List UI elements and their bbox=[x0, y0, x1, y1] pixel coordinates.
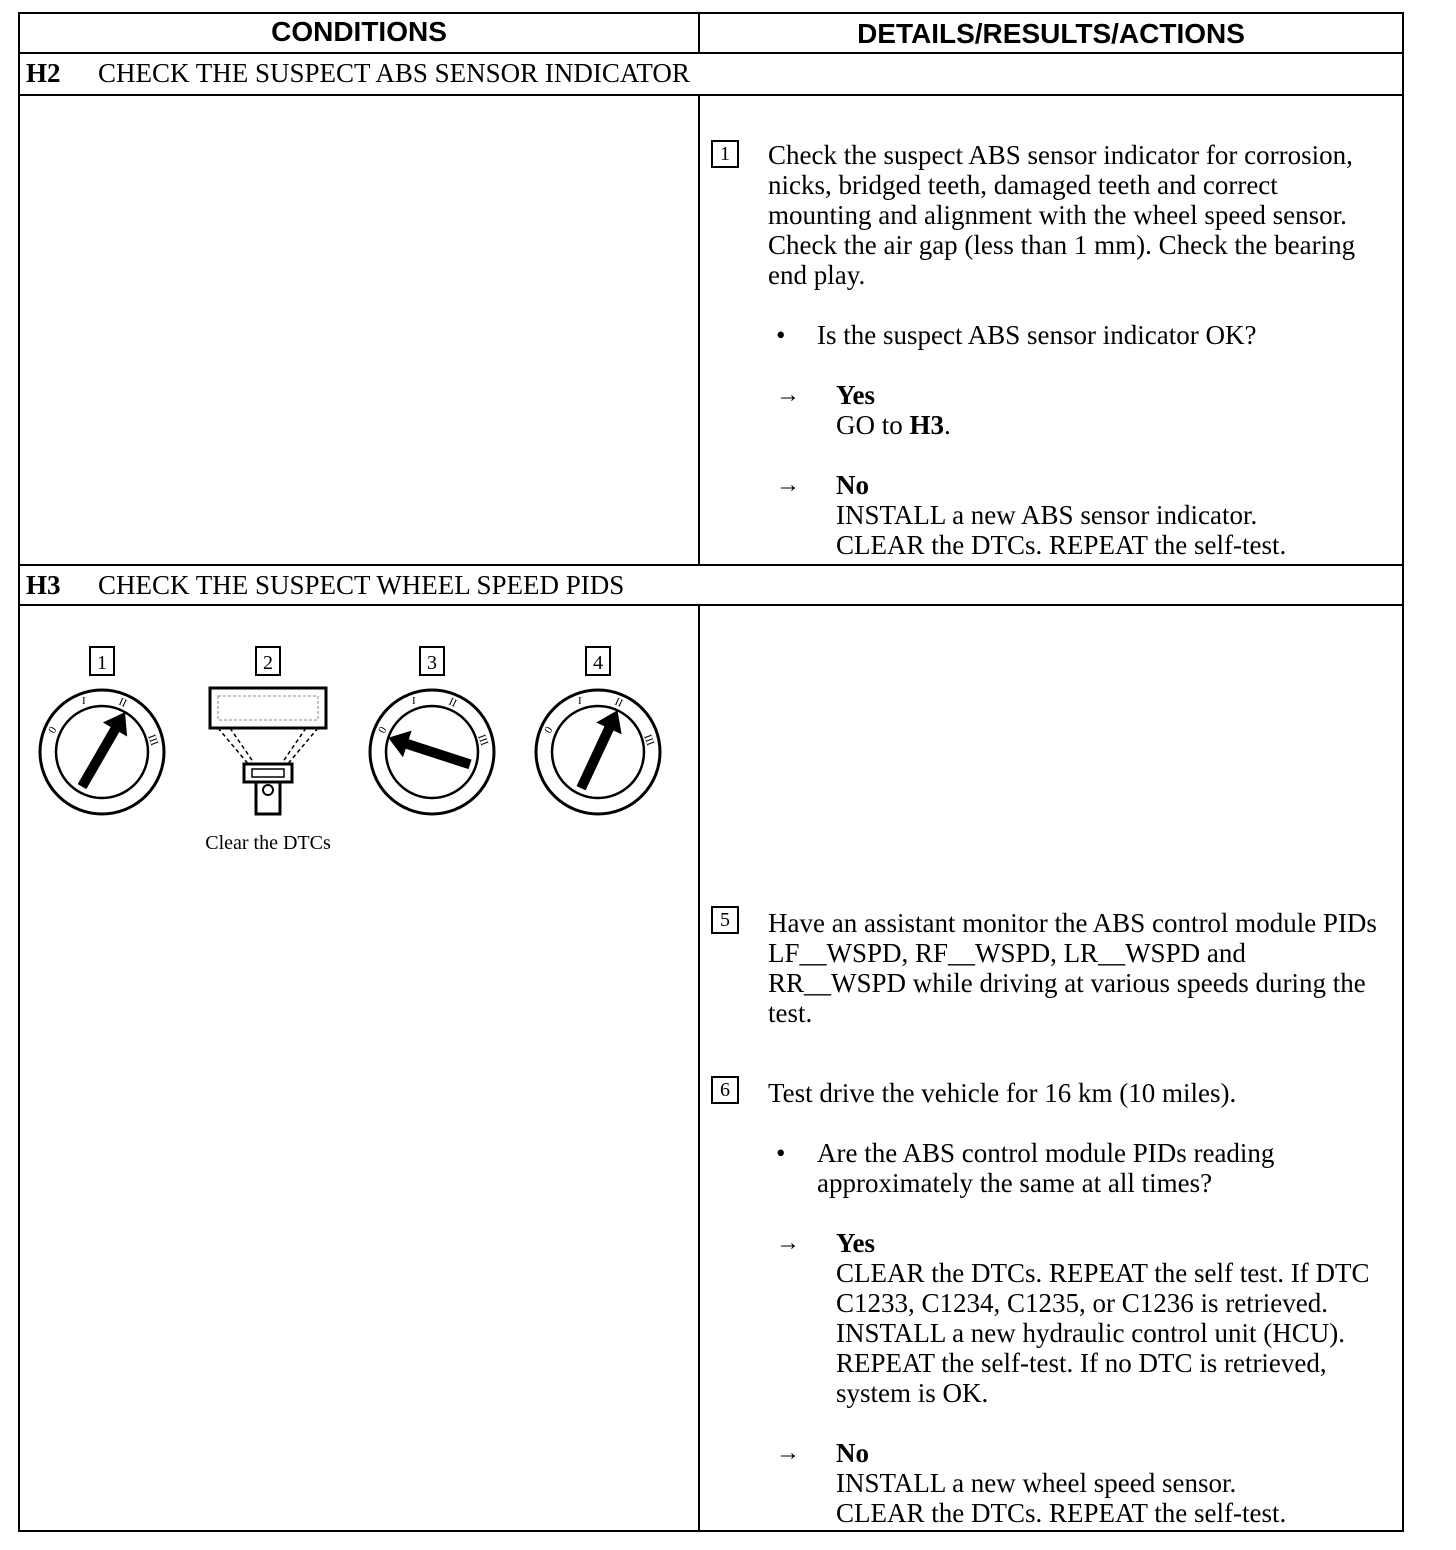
details-header: DETAILS/RESULTS/ACTIONS bbox=[857, 18, 1245, 49]
svg-text:0: 0 bbox=[46, 724, 60, 736]
svg-text:0: 0 bbox=[542, 724, 556, 736]
figure-label-3 bbox=[420, 647, 444, 675]
h3-code: H3 bbox=[26, 570, 61, 600]
h3-yes-label: Yes bbox=[836, 1228, 875, 1258]
figure-label-1 bbox=[90, 647, 114, 675]
step-6-number: 6 bbox=[711, 1076, 739, 1104]
svg-text:II: II bbox=[612, 695, 625, 710]
svg-text:1: 1 bbox=[97, 652, 107, 674]
figure-label-4 bbox=[586, 647, 610, 675]
arrow-right-icon: → bbox=[776, 1440, 800, 1466]
h3-yes-action: CLEAR the DTCs. REPEAT the self test. If DTC C1233, C1234, C1235, or C1236 is retrieved. INSTALL a new hydraulic control unit (HCU). REPEAT the self-test. If no DTC is retrieved, system is OK. bbox=[836, 1258, 1370, 1408]
h2-yes-suffix: . bbox=[944, 410, 951, 440]
scan-tool-icon bbox=[210, 688, 326, 814]
h2-no-line2: CLEAR the DTCs. REPEAT the self-test. bbox=[836, 530, 1287, 560]
h3-title: CHECK THE SUSPECT WHEEL SPEED PIDS bbox=[98, 570, 625, 600]
step-5-number: 5 bbox=[711, 906, 739, 934]
svg-text:III: III bbox=[641, 732, 657, 748]
svg-text:I: I bbox=[578, 695, 582, 707]
svg-text:III: III bbox=[145, 732, 161, 748]
h3-title-divider bbox=[18, 604, 1404, 606]
arrow-right-icon: → bbox=[776, 1230, 800, 1256]
h3-no-line1: INSTALL a new wheel speed sensor. bbox=[836, 1468, 1237, 1498]
column-divider-h2 bbox=[698, 94, 700, 566]
svg-text:II: II bbox=[446, 695, 459, 710]
h2-no-line1: INSTALL a new ABS sensor indicator. bbox=[836, 500, 1258, 530]
svg-text:III: III bbox=[475, 732, 491, 748]
ignition-switch-run-icon bbox=[40, 690, 164, 814]
conditions-header: CONDITIONS bbox=[271, 16, 447, 47]
svg-text:II: II bbox=[116, 695, 129, 710]
bullet-icon: • bbox=[776, 1138, 786, 1168]
step-6-text: Test drive the vehicle for 16 km (10 miles). bbox=[768, 1078, 1237, 1108]
svg-text:3: 3 bbox=[427, 652, 437, 674]
h2-title: CHECK THE SUSPECT ABS SENSOR INDICATOR bbox=[98, 58, 690, 88]
h3-no-line2: CLEAR the DTCs. REPEAT the self-test. bbox=[836, 1498, 1287, 1528]
h3-no-label: No bbox=[836, 1438, 869, 1468]
h2-question: Is the suspect ABS sensor indicator OK? bbox=[817, 320, 1257, 350]
h2-no-label: No bbox=[836, 470, 869, 500]
h2-yes-action bbox=[836, 410, 951, 440]
h2-section-title bbox=[26, 54, 690, 92]
arrow-right-icon: → bbox=[776, 472, 800, 498]
arrow-right-icon: → bbox=[776, 382, 800, 408]
step-1-number: 1 bbox=[711, 140, 739, 168]
figure-label-2 bbox=[256, 647, 280, 675]
svg-text:I: I bbox=[82, 695, 86, 707]
step-1-text: Check the suspect ABS sensor indicator for corrosion, nicks, bridged teeth, damaged teeth and correct mounting and alignment with the wheel speed sensor. Check the air gap (less than 1 mm). Check the bearing end play. bbox=[768, 140, 1356, 290]
column-divider-h3 bbox=[698, 604, 700, 1532]
svg-text:2: 2 bbox=[263, 652, 273, 674]
h3-section-title bbox=[26, 566, 624, 604]
h2-yes-label: Yes bbox=[836, 380, 875, 410]
ignition-sequence-figure bbox=[30, 640, 680, 820]
figure-caption: Clear the DTCs bbox=[205, 832, 331, 854]
h2-code: H2 bbox=[26, 58, 61, 88]
svg-text:I: I bbox=[412, 695, 416, 707]
h2-title-divider bbox=[18, 94, 1404, 96]
svg-text:4: 4 bbox=[593, 652, 603, 674]
h2-yes-prefix: GO to bbox=[836, 410, 910, 440]
ignition-switch-run-icon bbox=[536, 690, 660, 814]
ignition-switch-off-icon bbox=[370, 690, 494, 814]
step-5-text: Have an assistant monitor the ABS control module PIDs LF__WSPD, RF__WSPD, LR__WSPD and RR__WSPD while driving at various speeds during the test. bbox=[768, 908, 1377, 1028]
bullet-icon: • bbox=[776, 320, 786, 350]
h2-yes-ref: H3 bbox=[909, 410, 945, 440]
svg-text:0: 0 bbox=[376, 724, 390, 736]
h3-question: Are the ABS control module PIDs reading approximately the same at all times? bbox=[817, 1138, 1275, 1198]
